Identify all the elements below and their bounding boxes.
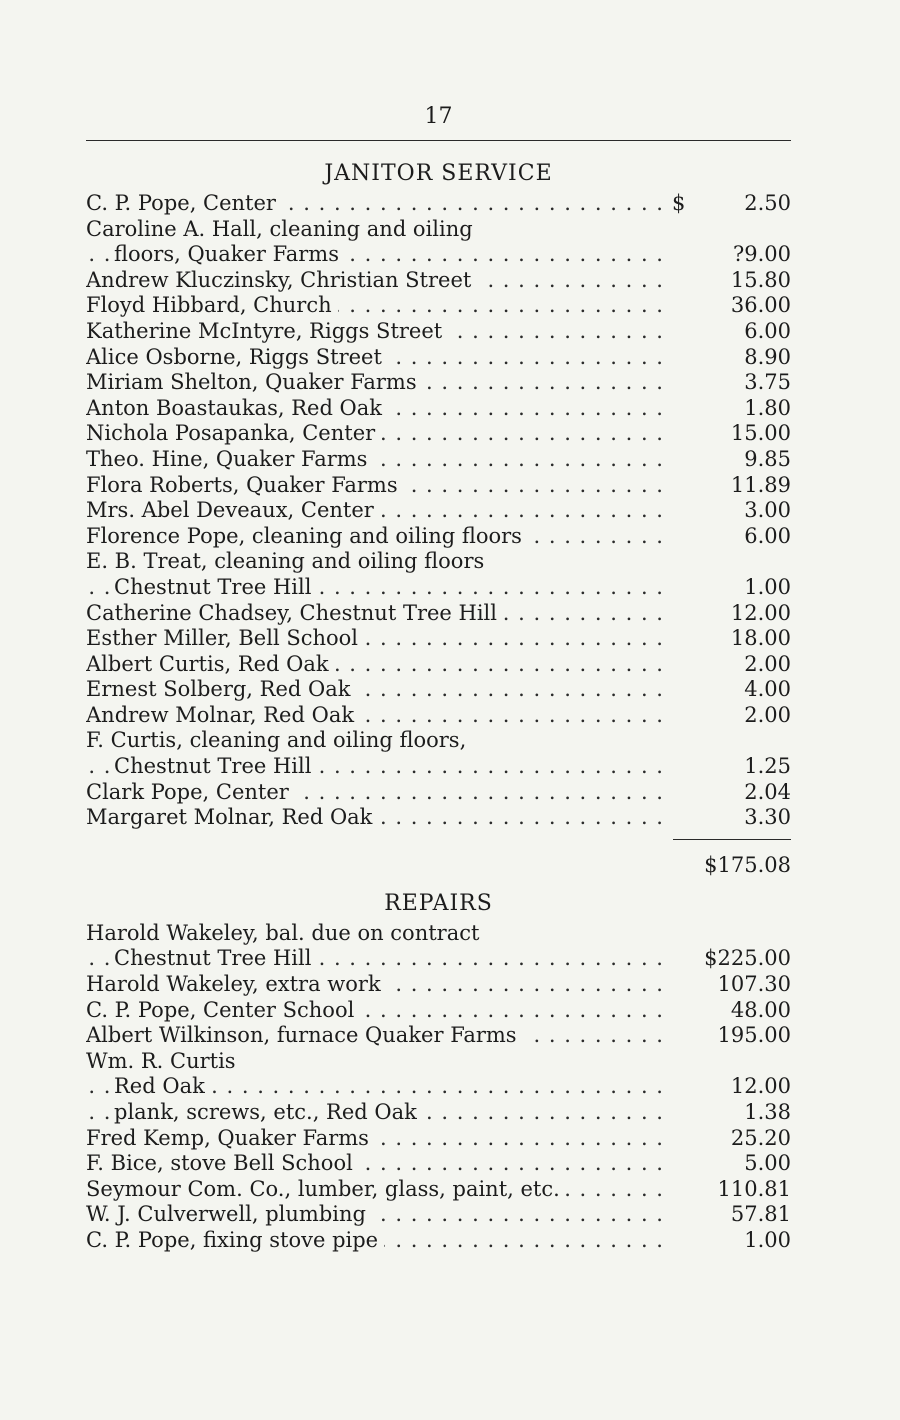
ledger-row-description (86, 549, 664, 575)
ledger-row-text: Catherine Chadsey, Chestnut Tree Hill (86, 601, 503, 625)
ledger-row-amount-cell (664, 626, 791, 652)
ledger-row-amount-cell (664, 242, 791, 268)
ledger-row-amount-cell (664, 498, 791, 524)
ledger-row-description (86, 370, 664, 396)
ledger-row-text: Chestnut Tree Hill (114, 946, 317, 970)
ledger-row-amount: 1.00 (744, 1227, 791, 1252)
ledger-row-amount-cell (664, 396, 791, 422)
ledger-row-text: Miriam Shelton, Quaker Farms (86, 370, 423, 394)
ledger-row-amount: 2.00 (744, 651, 791, 676)
ledger-row-amount: 4.00 (744, 677, 791, 702)
ledger-row (86, 268, 791, 294)
ledger-row-amount: 15.00 (730, 421, 791, 446)
ledger-row-text: Alice Osborne, Riggs Street (86, 345, 388, 369)
ledger-row-amount-cell (664, 1023, 791, 1049)
ledger-row-amount-cell (664, 677, 791, 703)
ledger-row-text: Floyd Hibbard, Church (86, 293, 338, 317)
ledger-row-amount: 3.30 (744, 805, 791, 830)
ledger-row-amount: 1.80 (744, 395, 791, 420)
ledger-row-amount-cell (664, 191, 791, 217)
ledger-row-text: Harold Wakeley, bal. due on contract (86, 921, 485, 945)
ledger-row-description (86, 998, 664, 1024)
ledger-row-text: plank, screws, etc., Red Oak (114, 1100, 423, 1124)
ledger-row-amount: 2.04 (744, 779, 791, 804)
ledger-row-amount-cell (664, 473, 791, 499)
ledger-row-text: Anton Boastaukas, Red Oak (86, 396, 388, 420)
ledger-row-amount-cell (664, 1100, 791, 1126)
ledger-row-amount-cell (664, 1228, 791, 1254)
ledger-row (86, 626, 791, 652)
ledger-row-text: C. P. Pope, fixing stove pipe (86, 1228, 384, 1252)
ledger-row (86, 972, 791, 998)
page-number: 17 (424, 104, 453, 129)
ledger-row-amount: 11.89 (730, 472, 791, 497)
ledger-row-amount: 2.00 (744, 702, 791, 727)
ledger-row-amount-cell (664, 780, 791, 806)
ledger-row-text: Chestnut Tree Hill (114, 754, 317, 778)
ledger-row (86, 652, 791, 678)
ledger-row-text: Katherine McIntyre, Riggs Street (86, 319, 448, 343)
ledger-row (86, 293, 791, 319)
ledger-row-amount: $225.00 (704, 946, 791, 971)
ledger-row (86, 1023, 791, 1049)
ledger-row-amount: 9.85 (744, 446, 791, 471)
ledger-row (86, 1202, 791, 1228)
ledger-row-description (86, 1228, 664, 1254)
ledger-row (86, 780, 791, 806)
ledger-row-amount: 3.00 (744, 498, 791, 523)
ledger-row-text: W. J. Culverwell, plumbing (86, 1202, 372, 1226)
ledger-row-amount-cell (664, 1202, 791, 1228)
ledger-row (86, 1228, 791, 1254)
total-rule-wrap (86, 835, 791, 845)
ledger-row-description (86, 217, 664, 243)
ledger-row-text: Nichola Posapanka, Center (86, 421, 381, 445)
ledger-row-amount-cell (664, 998, 791, 1024)
ledger-row-description (86, 191, 664, 217)
ledger-row-text: Florence Pope, cleaning and oiling floors (86, 524, 528, 548)
ledger-row-text: Fred Kemp, Quaker Farms (86, 1126, 375, 1150)
ledger-row-description (86, 626, 664, 652)
ledger-row-amount: 36.00 (730, 293, 791, 318)
ledger-row-amount-cell (664, 946, 791, 972)
ledger-row-text: Wm. R. Curtis (86, 1049, 242, 1073)
total-rule (673, 839, 791, 840)
ledger-row-amount: 2.50 (744, 191, 791, 215)
ledger-row (86, 677, 791, 703)
janitor-service-ledger (86, 191, 791, 831)
ledger-row (86, 498, 791, 524)
ledger-row-description (86, 1049, 664, 1075)
ledger-row-amount-cell (664, 345, 791, 371)
ledger-row-text: Esther Miller, Bell School (86, 626, 364, 650)
ledger-row-description (86, 1202, 664, 1228)
repairs-heading: REPAIRS (384, 890, 493, 916)
ledger-row (86, 1177, 791, 1203)
ledger-row-amount: 6.00 (744, 523, 791, 548)
document-page (86, 100, 791, 1254)
ledger-row-text: Flora Roberts, Quaker Farms (86, 473, 404, 497)
ledger-row-amount-cell (664, 1126, 791, 1152)
ledger-row-description (86, 319, 664, 345)
ledger-row-amount-cell (664, 1177, 791, 1203)
ledger-row (86, 1151, 791, 1177)
ledger-row-text: Red Oak (114, 1074, 211, 1098)
ledger-row-description (86, 1126, 664, 1152)
ledger-row (86, 1049, 791, 1075)
ledger-row-amount-cell (664, 601, 791, 627)
ledger-row-description (86, 805, 664, 831)
ledger-row-amount: 57.81 (730, 1202, 791, 1227)
ledger-row-amount: 15.80 (730, 267, 791, 292)
ledger-row-text: C. P. Pope, Center (86, 191, 282, 215)
ledger-row-text: Albert Curtis, Red Oak (86, 652, 335, 676)
ledger-row-amount-cell (664, 1074, 791, 1100)
ledger-row-description (86, 677, 664, 703)
ledger-row-description (86, 1023, 664, 1049)
ledger-row-amount: 3.75 (744, 370, 791, 395)
ledger-row (86, 191, 791, 217)
ledger-row-amount: 25.20 (730, 1125, 791, 1150)
ledger-row-amount: 1.25 (744, 754, 791, 779)
ledger-row (86, 805, 791, 831)
ledger-row-text: F. Curtis, cleaning and oiling floors, (86, 728, 472, 752)
ledger-row-description (86, 242, 664, 268)
ledger-row-description (86, 268, 664, 294)
ledger-row-description (86, 1074, 664, 1100)
ledger-row-amount-cell (664, 319, 791, 345)
ledger-row-amount-cell (664, 524, 791, 550)
janitor-service-heading: JANITOR SERVICE (324, 161, 553, 186)
ledger-row-amount-cell (664, 972, 791, 998)
ledger-row-amount: 110.81 (717, 1176, 791, 1201)
ledger-row-description (86, 396, 664, 422)
ledger-row-description (86, 1100, 664, 1126)
ledger-row (86, 447, 791, 473)
ledger-row-description (86, 345, 664, 371)
ledger-row-description (86, 754, 664, 780)
ledger-row (86, 1100, 791, 1126)
ledger-row-description (86, 652, 664, 678)
repairs-ledger (86, 921, 791, 1254)
ledger-row (86, 473, 791, 499)
ledger-row-amount: 12.00 (730, 600, 791, 625)
ledger-row (86, 1126, 791, 1152)
ledger-row-text: Chestnut Tree Hill (114, 575, 317, 599)
ledger-row (86, 396, 791, 422)
ledger-row-amount-cell (664, 805, 791, 831)
ledger-row-amount: 107.30 (717, 972, 791, 997)
ledger-row-amount-cell (664, 575, 791, 601)
janitor-total-row (86, 851, 791, 879)
ledger-row-description (86, 498, 664, 524)
ledger-row (86, 217, 791, 243)
ledger-row (86, 370, 791, 396)
ledger-row (86, 703, 791, 729)
currency-sign: $ (672, 191, 686, 215)
ledger-row (86, 421, 791, 447)
ledger-row-amount-cell (664, 268, 791, 294)
ledger-row-description (86, 780, 664, 806)
ledger-row-amount-cell (664, 1151, 791, 1177)
ledger-row-amount: ?9.00 (732, 242, 791, 267)
ledger-row-amount-cell (664, 754, 791, 780)
ledger-row-text: F. Bice, stove Bell School (86, 1151, 359, 1175)
ledger-row-description (86, 293, 664, 319)
ledger-row-text: Mrs. Abel Deveaux, Center (86, 498, 380, 522)
ledger-row (86, 728, 791, 754)
ledger-row-description (86, 575, 664, 601)
ledger-row-description (86, 703, 664, 729)
ledger-row-description (86, 1177, 664, 1203)
ledger-row-text: Albert Wilkinson, furnace Quaker Farms (86, 1023, 523, 1047)
ledger-row-description (86, 728, 664, 754)
ledger-row-amount-cell (664, 370, 791, 396)
ledger-row-text: Seymour Com. Co., lumber, glass, paint, etc. (86, 1177, 566, 1201)
ledger-row-amount-cell (664, 293, 791, 319)
ledger-row-amount-cell (664, 652, 791, 678)
ledger-row-amount: 18.00 (730, 626, 791, 651)
ledger-row (86, 946, 791, 972)
ledger-row-description (86, 473, 664, 499)
ledger-row-text: E. B. Treat, cleaning and oiling floors (86, 549, 490, 573)
ledger-row (86, 319, 791, 345)
ledger-row-text: Ernest Solberg, Red Oak (86, 677, 356, 701)
ledger-row (86, 524, 791, 550)
ledger-row-text: Caroline A. Hall, cleaning and oiling (86, 217, 479, 241)
ledger-row (86, 1074, 791, 1100)
ledger-row (86, 754, 791, 780)
ledger-row-amount: 1.38 (744, 1100, 791, 1124)
ledger-row (86, 921, 791, 947)
ledger-row-description (86, 421, 664, 447)
ledger-row (86, 998, 791, 1024)
ledger-row-amount-cell (664, 421, 791, 447)
ledger-row-description (86, 524, 664, 550)
ledger-row-description (86, 447, 664, 473)
ledger-row-text: Andrew Molnar, Red Oak (86, 703, 360, 727)
ledger-row-text: Margaret Molnar, Red Oak (86, 805, 378, 829)
ledger-row-amount: 12.00 (730, 1074, 791, 1099)
ledger-row-description (86, 1151, 664, 1177)
ledger-row-description (86, 601, 664, 627)
ledger-row-amount: 1.00 (744, 574, 791, 599)
ledger-row-text: Clark Pope, Center (86, 780, 295, 804)
ledger-row-description (86, 921, 664, 947)
ledger-row-text: Harold Wakeley, extra work (86, 972, 387, 996)
ledger-row-amount: 48.00 (730, 997, 791, 1022)
ledger-row-text: floors, Quaker Farms (114, 242, 345, 266)
ledger-row (86, 345, 791, 371)
ledger-row-amount: 8.90 (744, 344, 791, 369)
ledger-row-amount-cell (664, 447, 791, 473)
ledger-row-text: Andrew Kluczinsky, Christian Street (86, 268, 477, 292)
ledger-row-description (86, 946, 664, 972)
ledger-row-amount: 195.00 (717, 1023, 791, 1048)
janitor-total-amount: $175.08 (704, 852, 791, 877)
ledger-row (86, 601, 791, 627)
ledger-row-amount: 5.00 (744, 1151, 791, 1176)
ledger-row-text: Theo. Hine, Quaker Farms (86, 447, 373, 471)
header-rule (86, 140, 791, 141)
ledger-row (86, 575, 791, 601)
ledger-row-description (86, 972, 664, 998)
ledger-row-amount: 6.00 (744, 318, 791, 343)
ledger-row (86, 549, 791, 575)
ledger-row (86, 242, 791, 268)
ledger-row-amount-cell (664, 703, 791, 729)
ledger-row-text: C. P. Pope, Center School (86, 998, 360, 1022)
